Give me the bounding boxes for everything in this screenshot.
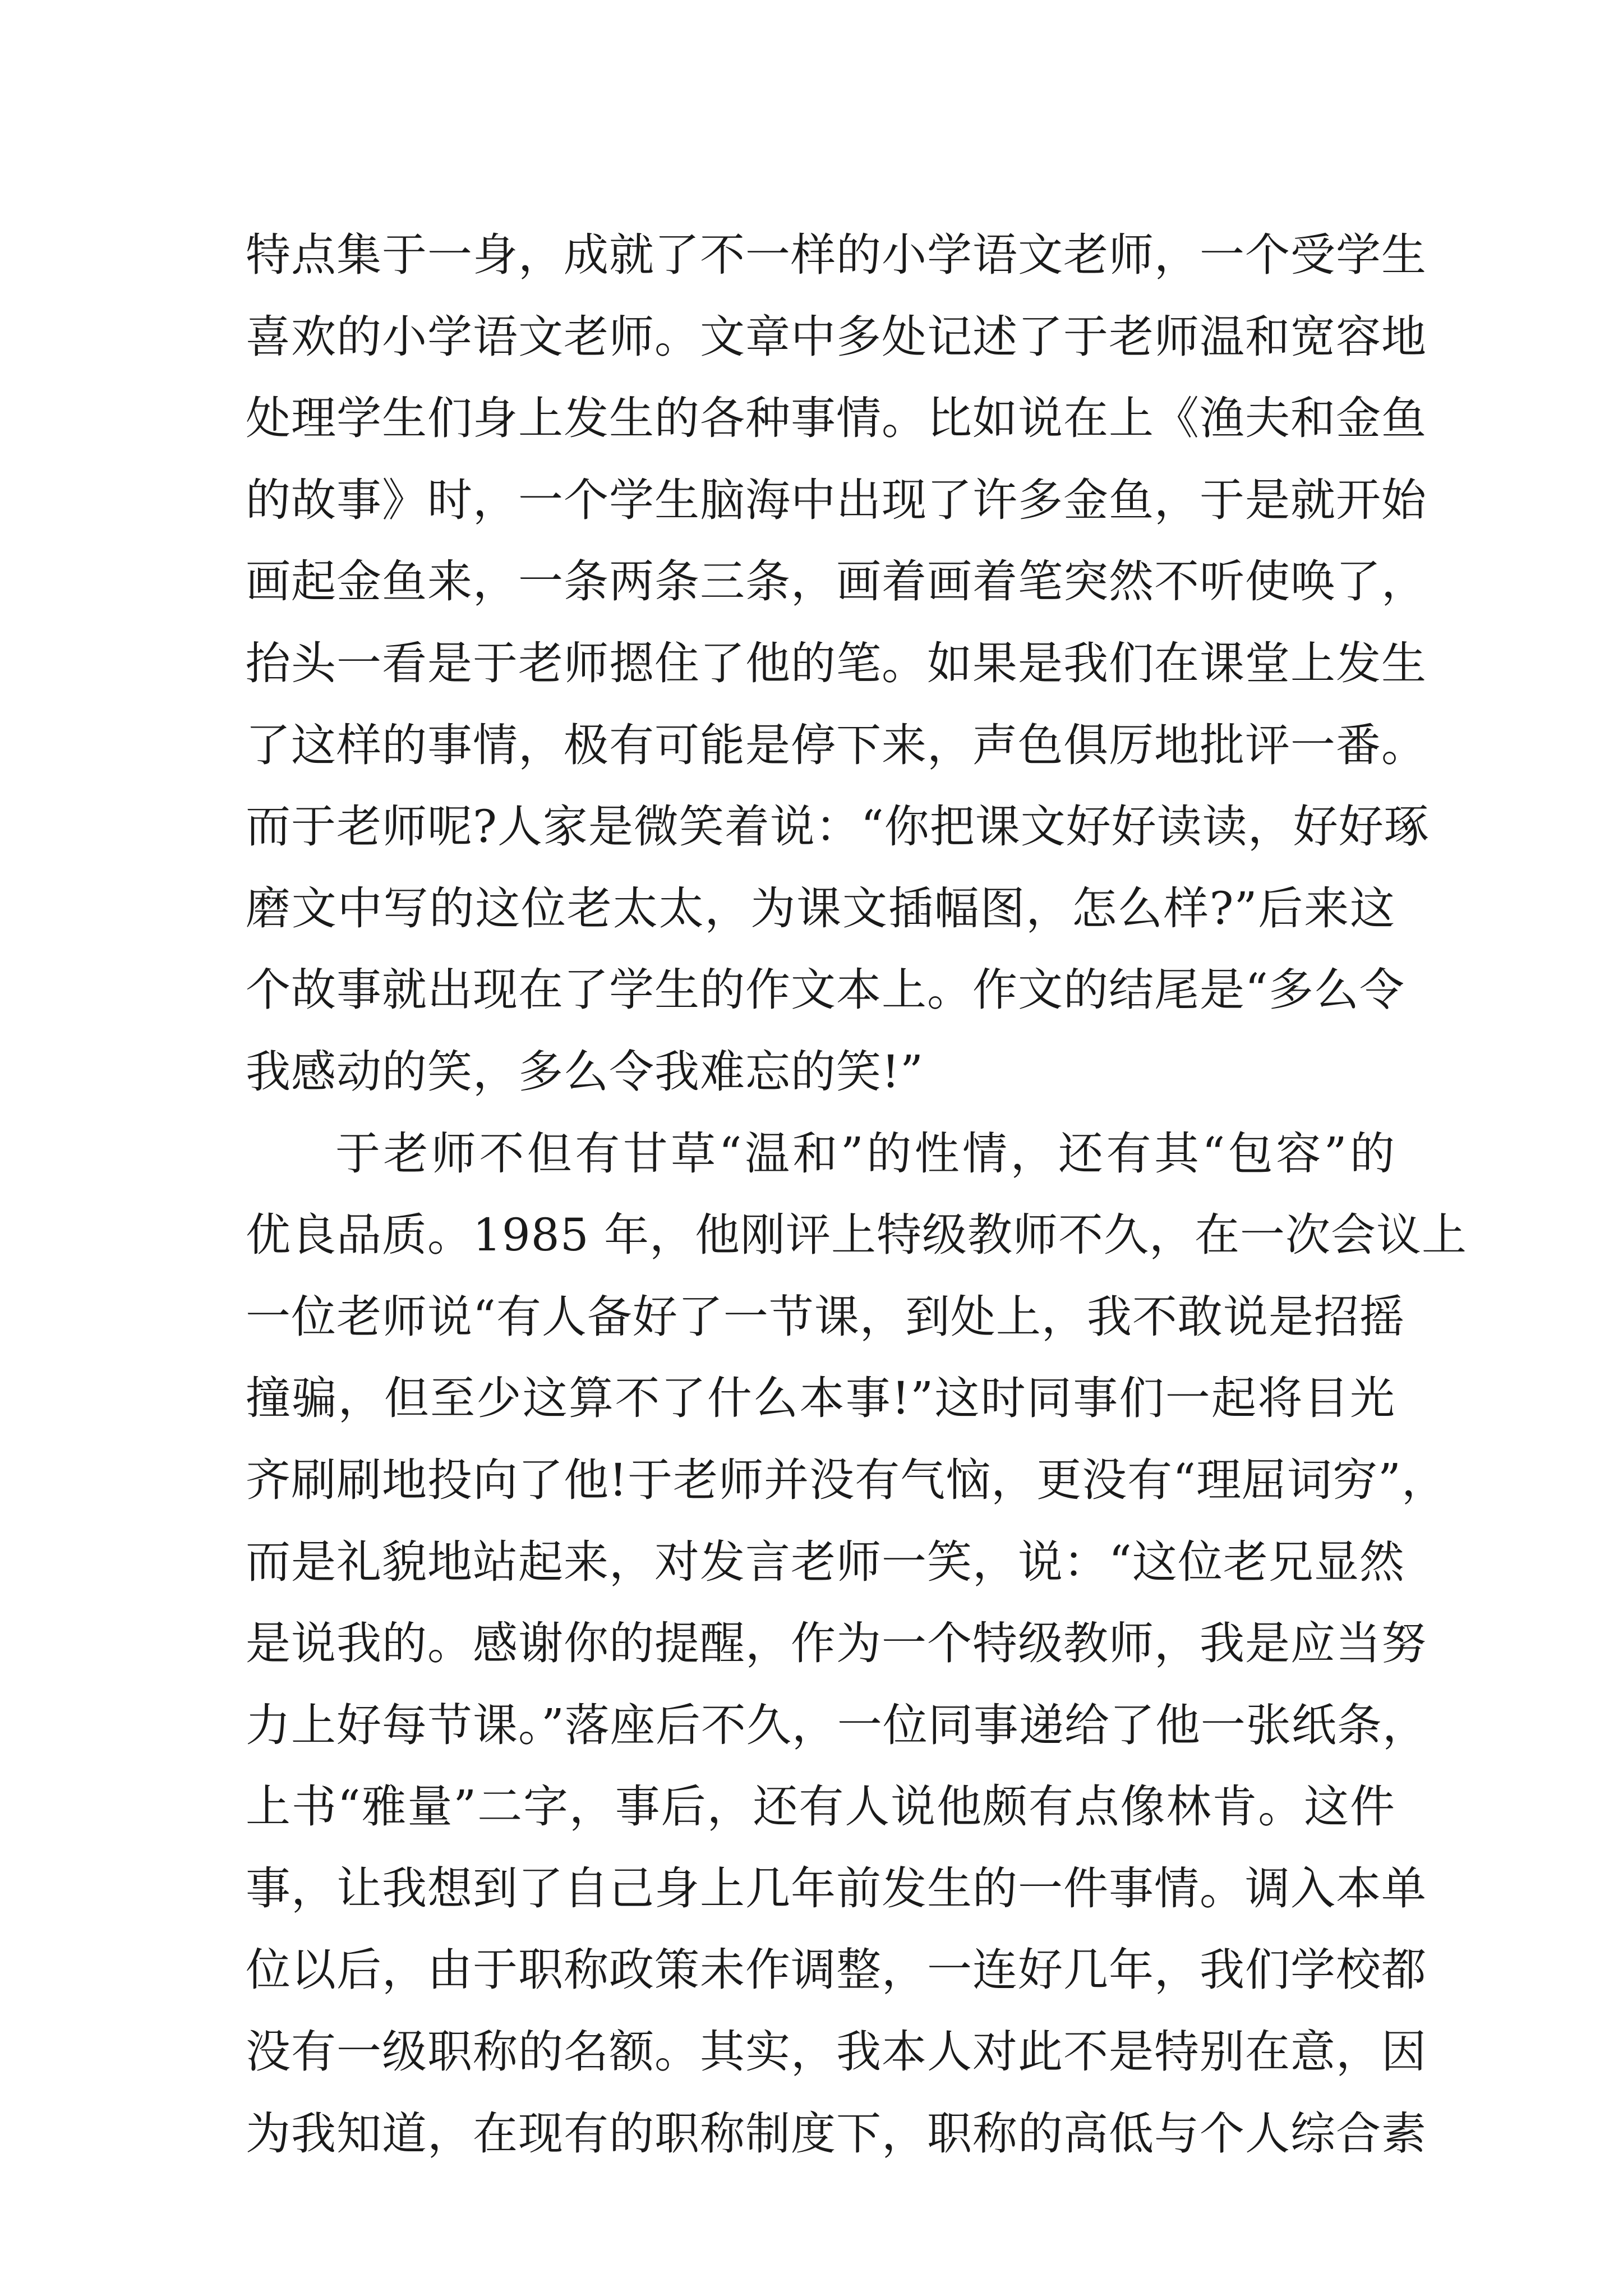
text-line: 的故事》时，一个学生脑海中出现了许多金鱼，于是就开始 bbox=[246, 473, 1427, 526]
text-line: 事，让我想到了自己身上几年前发生的一件事情。调入本单 bbox=[246, 1862, 1427, 1915]
text-line: 我感动的笑，多么令我难忘的笑!” bbox=[246, 1045, 924, 1098]
text-line: 齐刷刷地投向了他!于老师并没有气恼，更没有“理屈词穷”， bbox=[246, 1453, 1447, 1506]
text-line: 优良品质。1985 年，他刚评上特级教师不久，在一次会议上 bbox=[246, 1209, 1468, 1262]
text-line: 而是礼貌地站起来，对发言老师一笑，说：“这位老兄显然 bbox=[246, 1535, 1405, 1588]
text-line: 撞骗，但至少这算不了什么本事!”这时同事们一起将目光 bbox=[246, 1372, 1395, 1425]
text-line: 力上好每节课。”落座后不久，一位同事递给了他一张纸条， bbox=[246, 1699, 1428, 1751]
text-line: 为我知道，在现有的职称制度下，职称的高低与个人综合素 bbox=[246, 2107, 1427, 2160]
text-line: 而于老师呢?人家是微笑着说：“你把课文好好读读，好好琢 bbox=[246, 800, 1430, 853]
text-line: 个故事就出现在了学生的作文本上。作文的结尾是“多么令 bbox=[246, 964, 1405, 1016]
text-line: 位以后，由于职称政策未作调整，一连好几年，我们学校都 bbox=[246, 1944, 1427, 1996]
text-line: 没有一级职称的名额。其实，我本人对此不是特别在意，因 bbox=[246, 2026, 1427, 2078]
text-line: 抬头一看是于老师摁住了他的笔。如果是我们在课堂上发生 bbox=[246, 637, 1427, 689]
text-line: 一位老师说“有人备好了一节课，到处上，我不敢说是招摇 bbox=[246, 1290, 1405, 1343]
body-text bbox=[246, 214, 1468, 2174]
text-line: 上书“雅量”二字，事后，还有人说他颇有点像林肯。这件 bbox=[246, 1780, 1395, 1833]
text-line: 处理学生们身上发生的各种事情。比如说在上《渔夫和金鱼 bbox=[246, 392, 1427, 445]
text-line: 画起金鱼来，一条两条三条，画着画着笔突然不听使唤了， bbox=[246, 555, 1427, 608]
text-line: 了这样的事情，极有可能是停下来，声色俱厉地批评一番。 bbox=[246, 719, 1427, 771]
text-line: 喜欢的小学语文老师。文章中多处记述了于老师温和宽容地 bbox=[246, 310, 1427, 363]
text-line: 是说我的。感谢你的提醒，作为一个特级教师，我是应当努 bbox=[246, 1617, 1427, 1670]
text-line: 于老师不但有甘草“温和”的性情，还有其“包容”的 bbox=[335, 1127, 1395, 1180]
text-line: 磨文中写的这位老太太，为课文插幅图，怎么样?”后来这 bbox=[246, 882, 1395, 935]
text-line: 特点集于一身，成就了不一样的小学语文老师，一个受学生 bbox=[246, 229, 1427, 281]
